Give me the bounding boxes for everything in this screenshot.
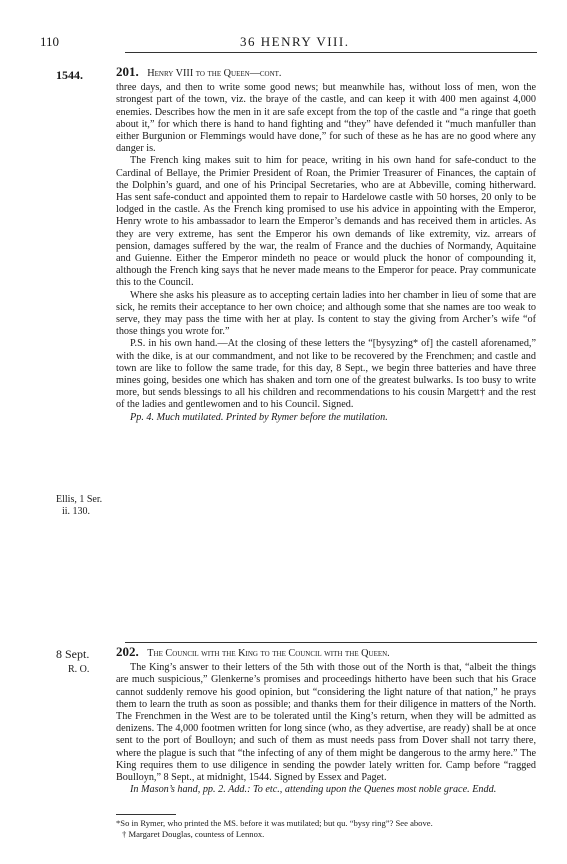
footnote-2: † Margaret Douglas, countess of Lennox. [122,828,265,839]
side-date: 8 Sept. [56,647,90,661]
header-rule [125,52,537,53]
doc-201-para-1: three days, and then to write some good news; but meanwhile has, without loss of men, won the strongest part of the town, viz. the braye of the castle, and can keep it with 400 men against 4,000 enemies. Describes how the men in it are safe except from the top of the castle and “a ringe that goeth about it,” for which there is hand to hand fighting and “they” have defended it “much manfuller than either Burgunion or Flemmings would have done,” for such of these as he has are no good where any danger is. [116,82,536,155]
side-note-ellis [56,494,102,518]
doc-201-header [116,66,536,80]
section-rule [125,642,537,643]
running-title: 36 HENRY VIII. [240,34,350,49]
year-heading: 1544. [56,68,83,82]
doc-201-heading: Henry VIII to the Queen—cont. [147,68,282,79]
doc-201-postscript: P.S. in his own hand.—At the closing of these letters the “[bysyzing* of] the castell aforenamed,” with the dike, is at our commandment, and not like to be recovered by the Frenchmen; and castle and town are like to follow the same trade, for this day, 8 Sept., we begin three batteries and have three mines going, besides one which has shaken and torn one of the greatest bulwarks. Is too busy to write more, but sends blessings to all his children and recommendations to his cousin Margett† and the rest of the ladies and gentlewomen and to his Council. Signed. [116,338,536,411]
side-note-ellis-line-2: ii. 130. [62,506,91,517]
doc-201-para-2: The French king makes suit to him for peace, writing in his own hand for safe-conduct to the Cardinal of Bellaye, the Primier President of Roan, the Primier Treasurer of Finances, the captain of the Dolphin’s guard, and one of his Principal Secretaries, who are at Abbeville, coming hitherward. Has sent safe-conduct and appointed them to repair to Hardelowe castle with 50 horses, 20 only to be lodged in the castle. As the French king promised to use his advice in appointing with the Emperor, Henry wrote to his ambassador to learn the Emperor’s demands and has received them in articles. As they are very extreme, has sent the Emperor his own demands of like extremity, viz. arrears of pension, damages suffered by the war, the realm of France and the duchies of Normandy, Aquitaine and Guienne. Either the Emperor mindeth no peace or would pluck the honor of compounding it, although the French king says that he never made means to the Emperor for peace. Pray communicate this to the Council. [116,155,536,289]
doc-201-description: Pp. 4. Much mutilated. Printed by Rymer before the mutilation. [130,411,388,423]
footnotes [116,818,536,839]
doc-202-heading: The Council with the King to the Council with the Queen. [147,648,390,659]
side-record-office: R. O. [68,664,90,675]
doc-202-number: 202. [116,644,139,659]
page-number: 110 [40,34,60,49]
footnote-rule [116,814,176,815]
doc-201-para-3: Where she asks his pleasure as to accepting certain ladies into her chamber in lieu of some that are sick, he remits their acceptance to her own choice; and although some that she names are too weak to serve, they may pass the time with her at play. Is content to stay the giving from Archer’s wife “of those things you wrote for.” [116,289,536,338]
doc-202-header [116,646,536,660]
side-note-ellis-line-1: Ellis, 1 Ser. [56,494,103,505]
doc-202 [116,646,536,796]
doc-202-para-1: The King’s answer to their letters of the 5th with those out of the North is that, “albeit the things are much suspicious,” Glenkerne’s promises and proceedings hitherto have been such that his Grace cannot suddenly remove his good opinion, but “considering the light nature of that nation,” he prays them to learn the truth as soon as possible; and thanks them for their diligence in matters of the North. The Frenchmen in the West are to be tolerated until the King’s return, when they will be admitted as denizens. The 4,000 footmen written for long since (who, as they advertise, are ready) shall be at once sent to the port of Boulloyn; and such of them as must needs pass from Dover shall not tarry there, where the plague is such that “the infecting of any of them might be dangerous to the army here.” The King requires them to use diligence in sending the powder lately written for. Camp before “ragged Boulloyn,” 8 Sept., at midnight, 1544. Signed by Essex and Paget. [116,662,536,784]
doc-202-endorsement: In Mason’s hand, pp. 2. Add.: To etc., attending upon the Quenes most noble grace. Endd. [130,784,497,796]
doc-201 [116,66,536,424]
doc-201-number: 201. [116,64,139,79]
footnote-1: *So in Rymer, who printed the MS. before it was mutilated; but qu. “bysy ring”? See above. [116,818,433,828]
